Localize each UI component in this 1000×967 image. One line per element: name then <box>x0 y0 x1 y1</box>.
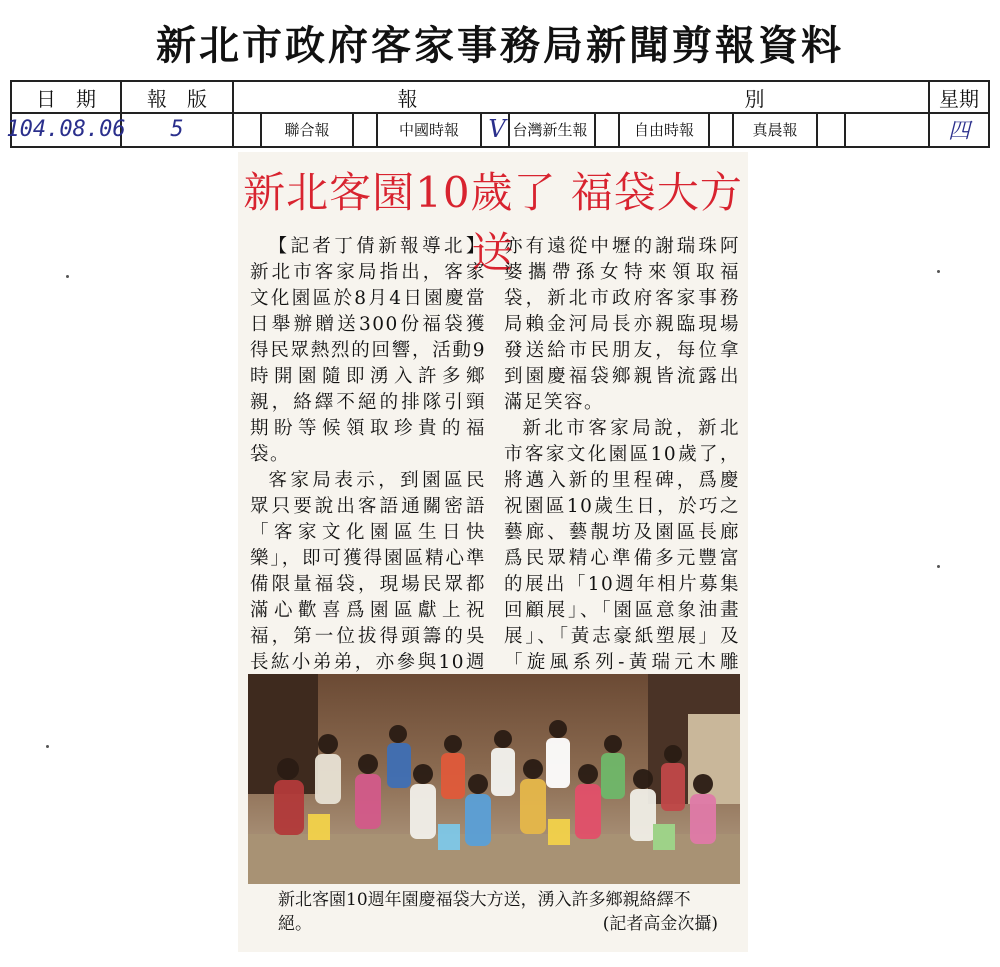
paper-check-3 <box>596 112 620 146</box>
weekday-value: 四 <box>947 118 970 144</box>
header-paper <box>234 82 930 112</box>
paper-name: 自由時報 <box>633 120 694 139</box>
paper-name: 中國時報 <box>398 120 459 139</box>
article-column-right <box>504 234 740 728</box>
paper-spacer <box>234 112 262 146</box>
article-paragraph: 客家局表示，到園區民眾只要說出客語通關密語「客家文化園區生日快樂」，即可獲得園區精心準備限量福袋，現場民眾都滿心歡喜爲園區獻上祝福，第一位拔得頭籌的吳長紘小弟弟，亦參與10週 <box>250 470 486 673</box>
date-value: 104.08.06 <box>12 112 122 146</box>
news-clipping <box>238 152 748 952</box>
headline: 新北客園10歲了 福袋大方送 <box>243 168 743 277</box>
article-paragraph: 【記者丁倩新報導北】新北市客家局指出，客家文化園區於8月4日園慶當日舉辦贈送300份福袋獲得民眾熱烈的回響，活動9時開園隨即湧入許多鄉親，絡繹不絕的排隊引頸期盼等候領取珍貴的福袋。 <box>250 236 486 465</box>
paper-cell-2 <box>378 112 482 146</box>
header-paper-1: 報 <box>397 86 418 111</box>
paper-check-1 <box>354 112 378 146</box>
paper-name: 真晨報 <box>752 120 798 139</box>
paper-name: 聯合報 <box>284 120 330 139</box>
edition-value: 5 <box>122 112 234 146</box>
photo-credit: (記者高金次攝) <box>602 914 718 934</box>
header-paper-2: 別 <box>744 86 765 111</box>
paper-name: 台灣新生報 <box>512 120 588 139</box>
header-weekday: 星期 <box>939 86 979 111</box>
paper-cell-4 <box>620 112 710 146</box>
group-photo-illustration <box>248 674 740 884</box>
paper-check-4 <box>710 112 734 146</box>
scan-speck <box>937 565 940 568</box>
caption-text: 新北客園10週年園慶福袋大方送，湧入許多鄉親絡繹不絕。 <box>278 890 691 934</box>
paper-cell-3 <box>506 112 596 146</box>
paper-check-2: V <box>486 112 510 146</box>
header-edition: 報 版 <box>122 82 234 112</box>
article-paragraph: 亦有遠從中壢的謝瑞珠阿婆攜帶孫女特來領取福袋，新北市政府客家事務局賴金河局長亦親臨現場發送給市民朋友，每位拿到園慶福袋鄉親皆流露出滿足笑容。 <box>504 236 740 413</box>
table-value-row <box>6 112 988 146</box>
header-date: 日 期 <box>12 82 122 112</box>
news-photo <box>248 674 740 884</box>
photo-caption <box>278 888 718 936</box>
paper-cell-5 <box>734 112 818 146</box>
article-paragraph: 新北市客家局說，新北市客家文化園區10歲了，將邁入新的里程碑，爲慶祝園區10歲生日，於巧之藝廊、藝靚坊及園區長廊爲民眾精心準備多元豐富的展出「10週年相片募集回顧展」、「園區意象油畫展」、「黃志豪紙塑展」及「旋風系列-黃瑞元木雕 <box>504 418 740 673</box>
clipping-info-table <box>6 80 990 148</box>
scan-speck <box>66 275 69 278</box>
paper-cell-1 <box>262 112 354 146</box>
scan-speck <box>937 270 940 273</box>
page-title: 新北市政府客家事務局新聞剪報資料 <box>156 22 844 69</box>
table-header-row <box>12 82 988 114</box>
scan-speck <box>46 745 49 748</box>
paper-spacer-end <box>846 112 930 146</box>
paper-check-5 <box>818 112 846 146</box>
